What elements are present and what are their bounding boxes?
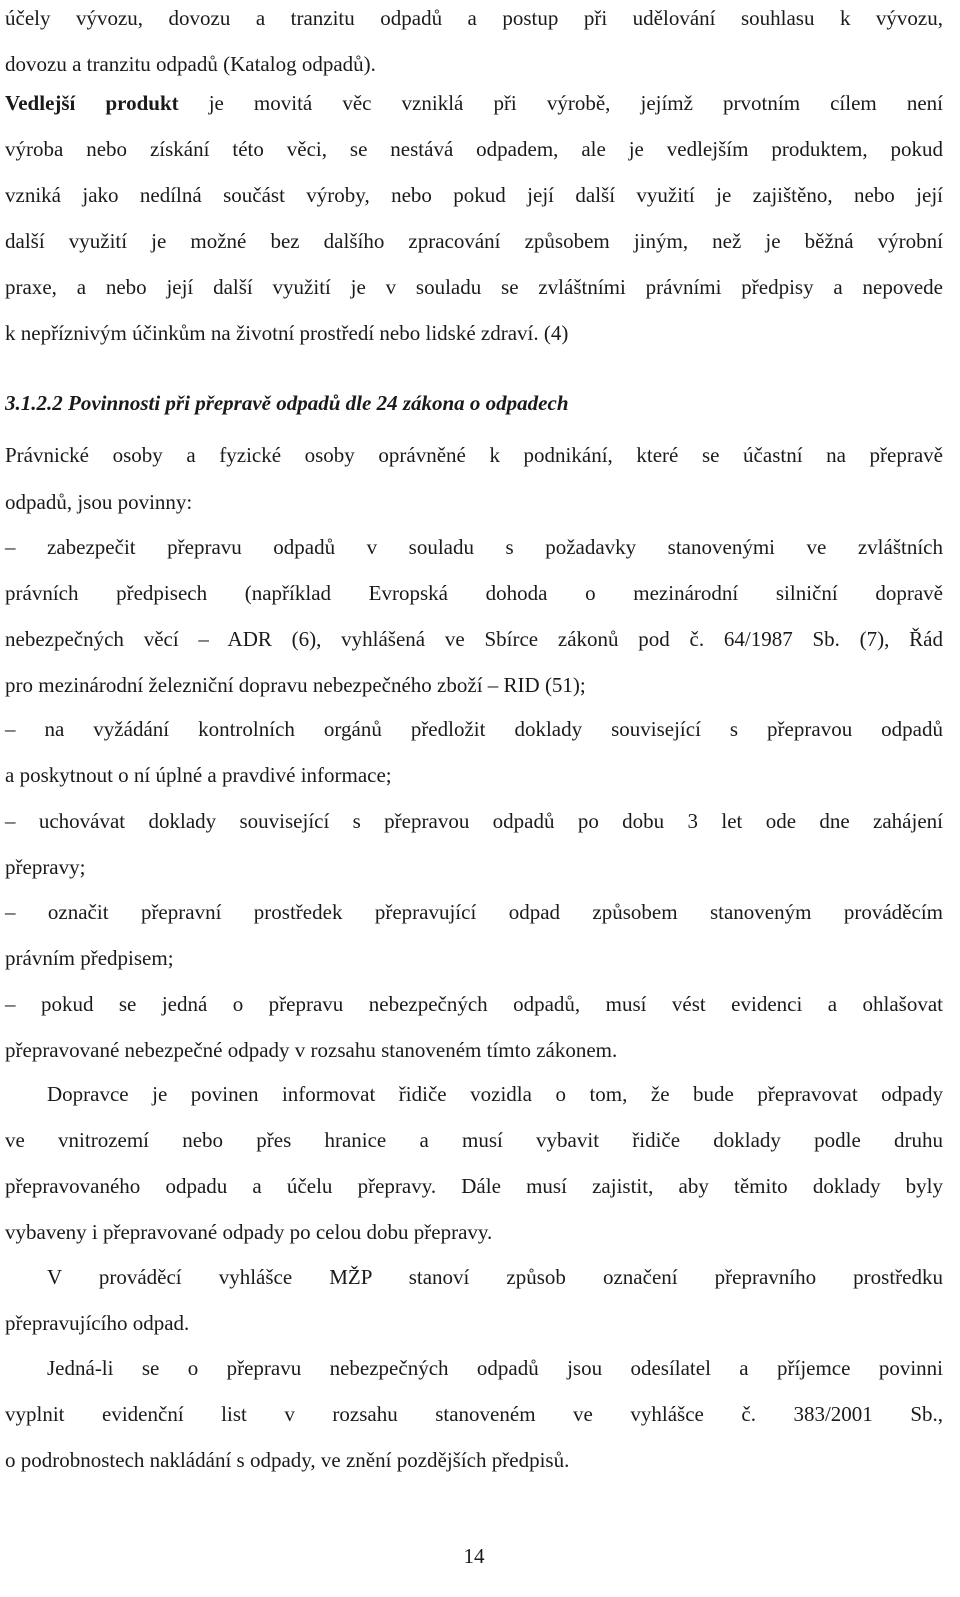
text-line: účely vývozu, dovozu a tranzitu odpadů a postup při udělování souhlasu k vývozu, [5, 6, 943, 30]
text-line: o podrobnostech nakládání s odpady, ve znění pozdějších předpisů. [5, 1448, 570, 1472]
paragraph-first-line: Jedná-li se o přepravu nebezpečných odpadů jsou odesílatel a příjemce povinni [47, 1356, 943, 1380]
list-item: – uchovávat doklady související s přepravou odpadů po dobu 3 let ode dne zahájení [5, 809, 943, 833]
text-line: přepravovaného odpadu a účelu přepravy. Dále musí zajistit, aby těmito doklady byly [5, 1174, 943, 1198]
text-line: dovozu a tranzitu odpadů (Katalog odpadů). [5, 52, 376, 76]
list-item-line: pro mezinárodní železniční dopravu nebezpečného zboží – RID (51); [5, 673, 586, 697]
text-line: výroba nebo získání této věci, se nestává odpadem, ale je vedlejším produktem, pokud [5, 137, 943, 161]
list-item-line: přepravované nebezpečné odpady v rozsahu stanoveném tímto zákonem. [5, 1038, 618, 1062]
text-line: vzniká jako nedílná součást výroby, nebo pokud její další využití je zajištěno, nebo její [5, 183, 943, 207]
text-line: odpadů, jsou povinny: [5, 490, 193, 514]
text-line: k nepříznivým účinkům na životní prostředí nebo lidské zdraví. (4) [5, 321, 569, 345]
list-item-line: právním předpisem; [5, 946, 174, 970]
defined-term: Vedlejší produkt [5, 91, 179, 115]
list-item-line: nebezpečných věcí – ADR (6), vyhlášená ve Sbírce zákonů pod č. 64/1987 Sb. (7), Řád [5, 627, 943, 651]
list-item: – na vyžádání kontrolních orgánů předložit doklady související s přepravou odpadů [5, 717, 943, 741]
page-number: 14 [463, 1544, 485, 1568]
text-line: vybaveny i přepravované odpady po celou dobu přepravy. [5, 1220, 493, 1244]
list-item: – pokud se jedná o přepravu nebezpečných odpadů, musí vést evidenci a ohlašovat [5, 992, 943, 1016]
text-line: přepravujícího odpad. [5, 1311, 190, 1335]
text-line: další využití je možné bez dalšího zpracování způsobem jiným, než je běžná výrobní [5, 229, 943, 253]
list-item-line: a poskytnout o ní úplné a pravdivé informace; [5, 763, 392, 787]
text-line: vyplnit evidenční list v rozsahu stanoveném ve vyhlášce č. 383/2001 Sb., [5, 1402, 943, 1426]
list-item: – označit přepravní prostředek přepravující odpad způsobem stanoveným prováděcím [5, 900, 943, 924]
definition-first-line [5, 88, 943, 118]
text-line: Právnické osoby a fyzické osoby oprávněné k podnikání, které se účastní na přepravě [5, 443, 943, 467]
list-item: – zabezpečit přepravu odpadů v souladu s požadavky stanovenými ve zvláštních [5, 535, 943, 559]
paragraph-first-line: Dopravce je povinen informovat řidiče vozidla o tom, že bude přepravovat odpady [47, 1082, 943, 1106]
section-heading: 3.1.2.2 Povinnosti při přepravě odpadů dle 24 zákona o odpadech [5, 391, 569, 415]
paragraph-first-line: V prováděcí vyhlášce MŽP stanoví způsob označení přepravního prostředku [47, 1265, 943, 1289]
text-line: ve vnitrozemí nebo přes hranice a musí vybavit řidiče doklady podle druhu [5, 1128, 943, 1152]
list-item-line: právních předpisech (například Evropská dohoda o mezinárodní silniční dopravě [5, 581, 943, 605]
definition-text: je movitá věc vzniklá při výrobě, jejímž prvotním cílem není [178, 91, 943, 115]
text-line: praxe, a nebo její další využití je v souladu se zvláštními právními předpisy a nepovede [5, 275, 943, 299]
list-item-line: přepravy; [5, 855, 86, 879]
